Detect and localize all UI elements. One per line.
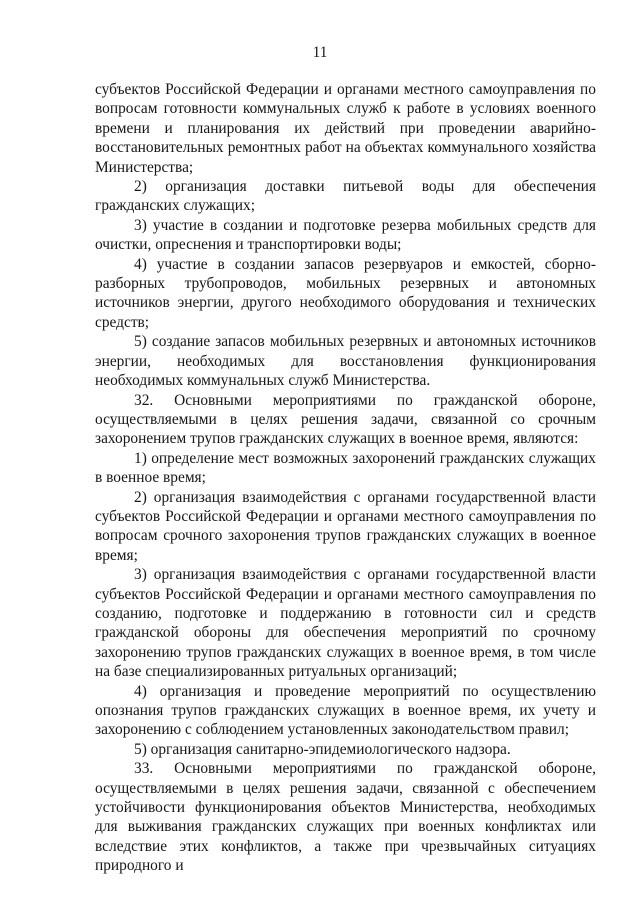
paragraph-item: 4) участие в создании запасов резервуаров и емкостей, сборно-разборных трубопроводов, мобильных резервных и автономных источников энергии, другого необходимого оборудования и технических средств; xyxy=(95,255,596,331)
paragraph-section-33: 33. Основными мероприятиями по гражданской обороне, осуществляемыми в целях решения задачи, связанной с обеспечением устойчивости функционирования объектов Министерства, необходимых для выживания гражданских служащих при военных конфликтах или вследствие этих конфликтов, а также при чрезвычайных ситуациях природного и xyxy=(95,760,596,875)
paragraph-item: 3) организация взаимодействия с органами государственной власти субъектов Российской Федерации и органами местного самоуправления по созданию, подготовке и поддержанию в готовности сил и средств гражданской обороны для обеспечения мероприятий по срочному захоронению трупов гражданских служащих в военное время, в том числе на базе специализированных ритуальных организаций; xyxy=(95,566,596,681)
paragraph-item: 2) организация взаимодействия с органами государственной власти субъектов Российской Федерации и органами местного самоуправления по вопросам срочного захоронения трупов гражданских служащих в военное время; xyxy=(95,488,596,564)
paragraph-item: 5) создание запасов мобильных резервных и автономных источников энергии, необходимых для восстановления функционирования необходимых коммунальных служб Министерства. xyxy=(95,333,596,390)
paragraph-continuation: субъектов Российской Федерации и органами местного самоуправления по вопросам готовности коммунальных служб к работе в условиях военного времени и планирования их действий при проведении аварийно-восстановительных ремонтных работ на объектах коммунального хозяйства Министерства; xyxy=(95,81,596,176)
document-body xyxy=(95,80,596,876)
paragraph-item: 2) организация доставки питьевой воды для обеспечения гражданских служащих; xyxy=(95,178,596,215)
paragraph-section-32: 32. Основными мероприятиями по гражданской обороне, осуществляемыми в целях решения задачи, связанной со срочным захоронением трупов гражданских служащих в военное время, являются: xyxy=(95,391,596,448)
page-number: 11 xyxy=(312,44,328,61)
paragraph-item: 1) определение мест возможных захоронений гражданских служащих в военное время; xyxy=(95,449,596,487)
paragraph-item: 5) организация санитарно-эпидемиологического надзора. xyxy=(134,740,511,758)
paragraph-item: 3) участие в создании и подготовке резерва мобильных средств для очистки, опреснения и транспортировки воды; xyxy=(95,216,596,254)
paragraph-item: 4) организация и проведение мероприятий по осуществлению опознания трупов гражданских служащих в военное время, их учету и захоронению с соблюдением установленных законодательством правил; xyxy=(95,682,596,739)
